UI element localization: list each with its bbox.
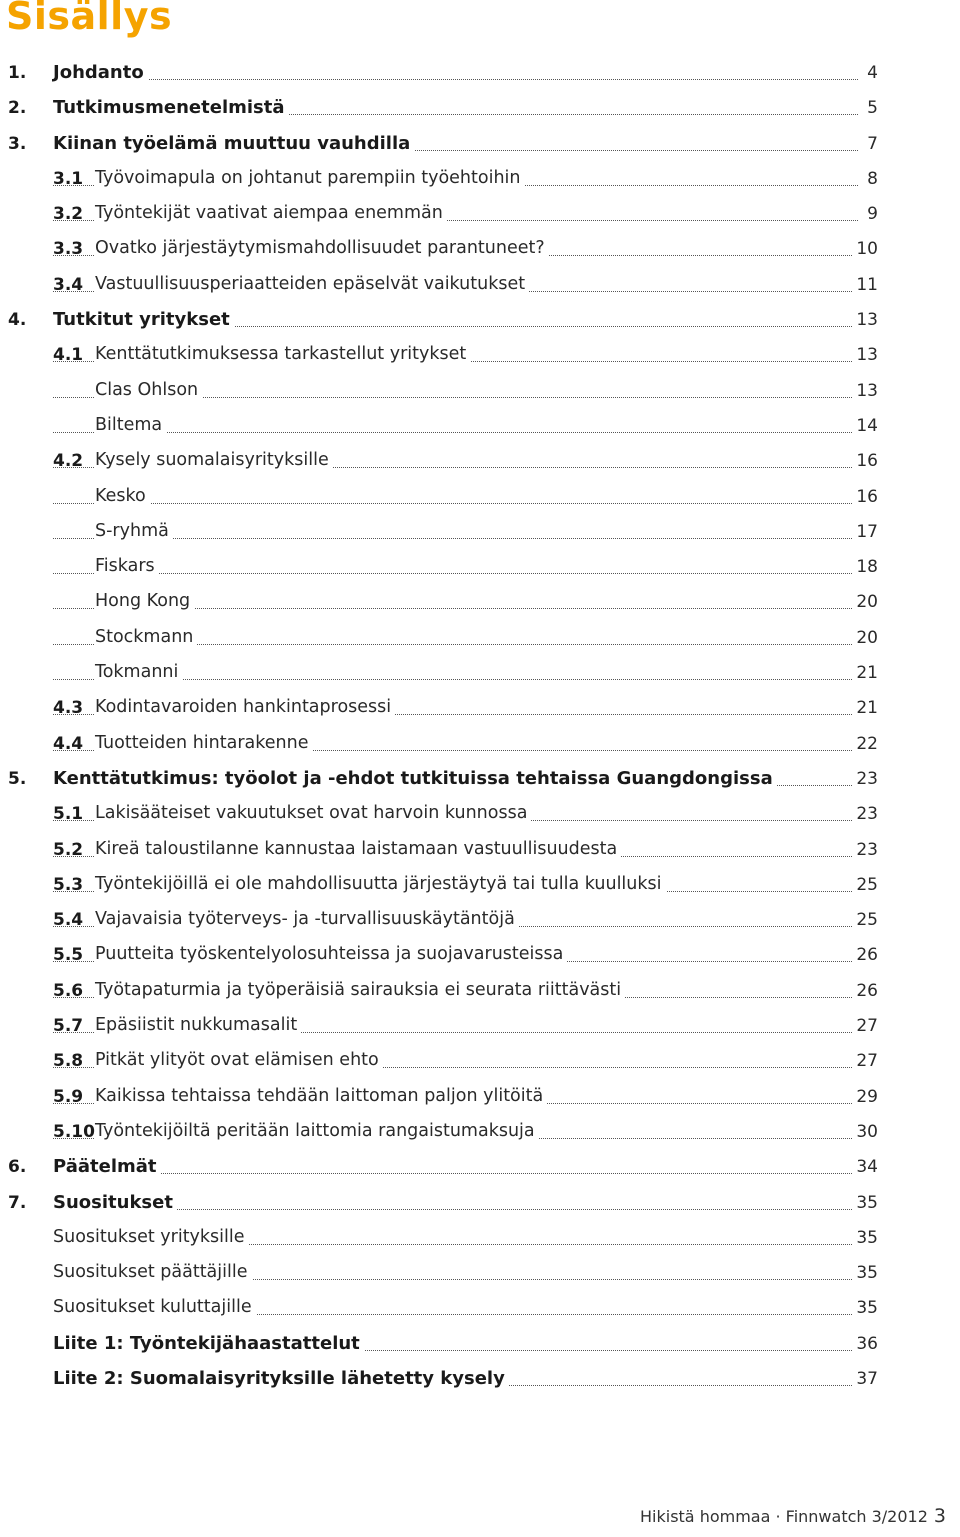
toc-entry-title[interactable]: Työntekijöiltä peritään laittomia rangaistumaksuja [95, 1121, 539, 1141]
toc-entry-number: 4.1 [53, 345, 84, 366]
toc-entry-number: 5.5 [53, 945, 84, 966]
toc-entry-title[interactable]: Biltema [95, 415, 166, 435]
dot-leader [53, 573, 858, 574]
toc-entry[interactable] [0, 584, 960, 619]
toc-entry-number: 5.7 [53, 1016, 84, 1037]
toc-entry-page: 25 [853, 910, 878, 930]
toc-entry-page: 36 [853, 1334, 878, 1354]
toc-entry[interactable] [0, 161, 960, 196]
dot-leader [53, 1173, 858, 1174]
toc-entry-page: 7 [864, 134, 878, 154]
toc-entry-number: 5.9 [53, 1086, 84, 1107]
toc-entry[interactable] [0, 867, 960, 902]
toc-entry-title[interactable]: Kenttätutkimuksessa tarkastellut yritykset [95, 344, 470, 364]
toc-entry-title[interactable]: Clas Ohlson [95, 380, 202, 400]
toc-entry[interactable] [0, 1114, 960, 1149]
toc-entry-number: 5.4 [53, 910, 84, 931]
toc-entry-title[interactable]: Liite 2: Suomalaisyrityksille lähetetty kysely [53, 1368, 509, 1389]
toc-entry-number: 3.3 [53, 239, 84, 260]
toc-entry-number: 6. [8, 1157, 27, 1178]
toc-entry-page: 16 [853, 487, 878, 507]
toc-entry-page: 20 [853, 628, 878, 648]
toc-entry-title[interactable]: Työntekijöillä ei ole mahdollisuutta järjestäytyä tai tulla kuulluksi [95, 874, 666, 894]
toc-entry-title[interactable]: Suositukset kuluttajille [53, 1297, 256, 1317]
toc-entry-title[interactable]: Kireä taloustilanne kannustaa laistamaan vastuullisuudesta [95, 839, 621, 859]
toc-entry-title[interactable]: Fiskars [95, 556, 159, 576]
toc-entry[interactable] [0, 1290, 960, 1325]
toc-entry-number: 7. [8, 1192, 27, 1213]
dot-leader [53, 79, 858, 80]
toc-entry-title[interactable]: Ovatko järjestäytymismahdollisuudet parantuneet? [95, 238, 549, 258]
dot-leader [53, 538, 858, 539]
toc-entry[interactable] [0, 479, 960, 514]
toc-entry[interactable] [0, 267, 960, 302]
toc-entry-page: 34 [853, 1157, 878, 1177]
toc-entry-page: 23 [853, 804, 878, 824]
toc-entry-title[interactable]: Kaikissa tehtaissa tehdään laittoman paljon ylitöitä [95, 1086, 547, 1106]
toc-entry-page: 26 [853, 945, 878, 965]
toc-entry[interactable] [0, 832, 960, 867]
toc-entry-page: 35 [853, 1228, 878, 1248]
toc-entry-title[interactable]: Kenttätutkimus: työolot ja -ehdot tutkituissa tehtaissa Guangdongissa [53, 768, 777, 789]
footer [640, 1505, 946, 1527]
toc-entry[interactable] [0, 443, 960, 478]
toc-entry[interactable] [0, 90, 960, 125]
toc-entry-title[interactable]: Tutkitut yritykset [53, 309, 234, 330]
page-title: Sisällys [6, 0, 173, 38]
toc-entry-title[interactable]: Suositukset yrityksille [53, 1227, 249, 1247]
toc-entry[interactable] [0, 1326, 960, 1361]
toc-entry[interactable] [0, 690, 960, 725]
toc-entry-number: 3.2 [53, 204, 84, 225]
toc-entry-title[interactable]: Työntekijät vaativat aiempaa enemmän [95, 203, 447, 223]
toc-entry-title[interactable]: Kiinan työelämä muuttuu vauhdilla [53, 133, 414, 154]
toc-entry[interactable] [0, 1361, 960, 1396]
toc-entry[interactable] [0, 620, 960, 655]
toc-entry-page: 13 [853, 381, 878, 401]
toc-entry[interactable] [0, 302, 960, 337]
toc-entry[interactable] [0, 549, 960, 584]
toc-entry-page: 8 [864, 169, 878, 189]
toc-entry-title[interactable]: Päätelmät [53, 1156, 161, 1177]
toc-entry-title[interactable]: Työvoimapula on johtanut parempiin työehtoihin [95, 168, 525, 188]
toc-entry-number: 1. [8, 63, 27, 83]
footer-page-number: 3 [933, 1505, 946, 1527]
toc-entry-title[interactable]: Lakisääteiset vakuutukset ovat harvoin kunnossa [95, 803, 531, 823]
toc-entry-page: 13 [853, 345, 878, 365]
toc-entry-number: 3. [8, 133, 27, 154]
toc-entry[interactable] [0, 1043, 960, 1078]
toc-entry-page: 25 [853, 875, 878, 895]
toc-entry-number: 4. [8, 310, 27, 331]
toc-entry-number: 5. [8, 768, 27, 789]
toc-entry-title[interactable]: Liite 1: Työntekijähaastattelut [53, 1333, 364, 1354]
toc-entry[interactable] [0, 196, 960, 231]
toc-entry-page: 9 [864, 204, 878, 224]
toc-entry-title[interactable]: Puutteita työskentelyolosuhteissa ja suojavarusteissa [95, 944, 567, 964]
toc-entry[interactable] [0, 514, 960, 549]
toc-entry-title[interactable]: Epäsiistit nukkumasalit [95, 1015, 301, 1035]
toc-entry-page: 21 [853, 663, 878, 683]
toc-entry-page: 27 [853, 1051, 878, 1071]
toc-entry[interactable] [0, 902, 960, 937]
toc-entry[interactable] [0, 1079, 960, 1114]
toc-entry-page: 17 [853, 522, 878, 542]
toc-entry-title[interactable]: Vajavaisia työterveys- ja -turvallisuuskäytäntöjä [95, 909, 519, 929]
toc-entry-page: 27 [853, 1016, 878, 1036]
toc-entry-page: 16 [853, 451, 878, 471]
toc-entry-number: 5.3 [53, 874, 84, 895]
toc-entry-title[interactable]: Pitkät ylityöt ovat elämisen ehto [95, 1050, 383, 1070]
toc-entry-page: 21 [853, 698, 878, 718]
toc-entry-title[interactable]: Kodintavaroiden hankintaprosessi [95, 697, 395, 717]
toc-entry[interactable] [0, 1185, 960, 1220]
toc-entry[interactable] [0, 726, 960, 761]
toc-entry-page: 4 [864, 63, 878, 83]
toc-entry[interactable] [0, 1149, 960, 1184]
toc-entry-title[interactable]: Kysely suomalaisyrityksille [95, 450, 333, 470]
toc-entry[interactable] [0, 655, 960, 690]
toc-entry-page: 37 [853, 1369, 878, 1389]
toc-entry[interactable] [0, 337, 960, 372]
toc-entry-title[interactable]: Vastuullisuusperiaatteiden epäselvät vaikutukset [95, 274, 529, 294]
toc-entry-number: 4.2 [53, 451, 84, 472]
toc-entry-title[interactable]: Työtapaturmia ja työperäisiä sairauksia ei seurata riittävästi [95, 980, 625, 1000]
toc-entry[interactable] [0, 796, 960, 831]
toc-entry-page: 29 [853, 1087, 878, 1107]
toc-entry-page: 10 [853, 239, 878, 259]
toc-entry-page: 35 [853, 1263, 878, 1283]
toc-entry-page: 18 [853, 557, 878, 577]
toc-entry-number: 5.8 [53, 1051, 84, 1072]
dot-leader [53, 432, 858, 433]
toc-entry[interactable] [0, 761, 960, 796]
toc-entry-page: 22 [853, 734, 878, 754]
toc-entry-title[interactable]: Johdanto [53, 62, 148, 83]
toc-entry-page: 23 [853, 769, 878, 789]
toc-entry[interactable] [0, 408, 960, 443]
toc-entry-page: 11 [853, 275, 878, 295]
toc-entry-number: 5.2 [53, 839, 84, 860]
toc-entry-number: 4.4 [53, 733, 84, 754]
toc-entry[interactable] [0, 126, 960, 161]
dot-leader [53, 503, 858, 504]
toc-entry-title[interactable]: Tuotteiden hintarakenne [95, 733, 313, 753]
toc-entry-number: 5.6 [53, 980, 84, 1001]
toc-entry-number: 2. [8, 98, 27, 119]
toc-entry-page: 5 [864, 98, 878, 118]
toc-entry-number: 3.1 [53, 168, 84, 189]
toc-entry-page: 30 [853, 1122, 878, 1142]
toc-entry-page: 13 [853, 310, 878, 330]
toc-entry-page: 23 [853, 840, 878, 860]
toc-entry[interactable] [0, 1255, 960, 1290]
toc-entry-title[interactable]: Kesko [95, 486, 150, 506]
toc-entry-page: 35 [853, 1298, 878, 1318]
toc-entry-number: 4.3 [53, 698, 84, 719]
footer-text: Hikistä hommaa · Finnwatch 3/2012 [640, 1507, 928, 1526]
toc-entry-number: 3.4 [53, 274, 84, 295]
table-of-contents [0, 55, 960, 1396]
toc-entry-page: 14 [853, 416, 878, 436]
toc-entry-title[interactable]: Stockmann [95, 627, 197, 647]
toc-entry[interactable] [0, 973, 960, 1008]
toc-entry[interactable] [0, 937, 960, 972]
toc-entry-title[interactable]: Tutkimusmenetelmistä [53, 97, 289, 118]
toc-entry-number: 5.10 [53, 1121, 95, 1142]
toc-entry[interactable] [0, 231, 960, 266]
toc-entry-title[interactable]: Suositukset [53, 1192, 177, 1213]
toc-entry-number: 5.1 [53, 804, 84, 825]
toc-entry-title[interactable]: Tokmanni [95, 662, 182, 682]
toc-entry[interactable] [0, 373, 960, 408]
toc-entry[interactable] [0, 55, 960, 90]
toc-entry-page: 26 [853, 981, 878, 1001]
toc-entry-title[interactable]: Hong Kong [95, 591, 194, 611]
toc-entry-title[interactable]: S-ryhmä [95, 521, 173, 541]
toc-entry-page: 35 [853, 1193, 878, 1213]
toc-entry-title[interactable]: Suositukset päättäjille [53, 1262, 252, 1282]
toc-entry[interactable] [0, 1220, 960, 1255]
toc-entry-page: 20 [853, 592, 878, 612]
toc-entry[interactable] [0, 1008, 960, 1043]
